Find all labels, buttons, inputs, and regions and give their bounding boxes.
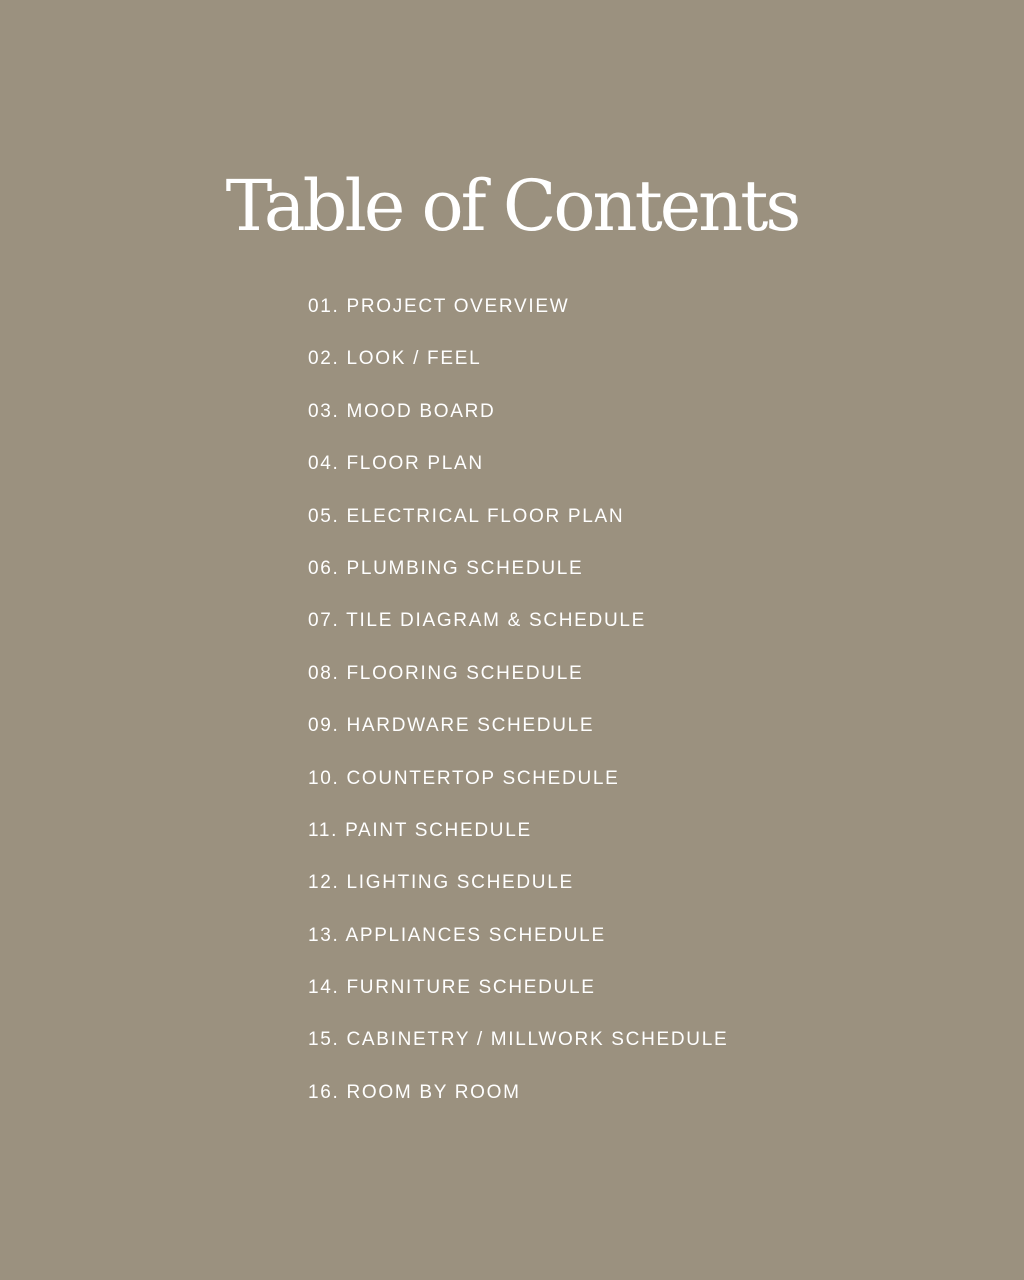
toc-item-electrical-floor-plan: 05. ELECTRICAL FLOOR PLAN — [308, 505, 625, 527]
toc-item-hardware-schedule: 09. HARDWARE SCHEDULE — [308, 715, 595, 737]
toc-item-plumbing-schedule: 06. PLUMBING SCHEDULE — [308, 557, 584, 579]
toc-item-countertop-schedule: 10. COUNTERTOP SCHEDULE — [308, 767, 620, 789]
toc-item-project-overview: 01. PROJECT OVERVIEW — [308, 296, 570, 317]
toc-item-room-by-room: 16. ROOM BY ROOM — [308, 1081, 521, 1103]
toc-item-paint-schedule: 11. PAINT SCHEDULE — [308, 819, 532, 841]
toc-item-furniture-schedule: 14. FURNITURE SCHEDULE — [308, 977, 596, 999]
toc-item-flooring-schedule: 08. FLOORING SCHEDULE — [308, 662, 584, 684]
toc-item-cabinetry-millwork-schedule: 15. CABINETRY / MILLWORK SCHEDULE — [308, 1029, 729, 1051]
toc-item-tile-diagram-schedule: 07. TILE DIAGRAM & SCHEDULE — [308, 610, 647, 632]
toc-item-mood-board: 03. MOOD BOARD — [308, 400, 496, 422]
toc-item-floor-plan: 04. FLOOR PLAN — [308, 453, 484, 475]
toc-item-lighting-schedule: 12. LIGHTING SCHEDULE — [308, 872, 574, 894]
toc-item-appliances-schedule: 13. APPLIANCES SCHEDULE — [308, 924, 606, 946]
toc-item-look-feel: 02. LOOK / FEEL — [308, 348, 482, 370]
toc-list — [308, 290, 728, 1128]
page-title: Table of Contents — [225, 165, 799, 247]
